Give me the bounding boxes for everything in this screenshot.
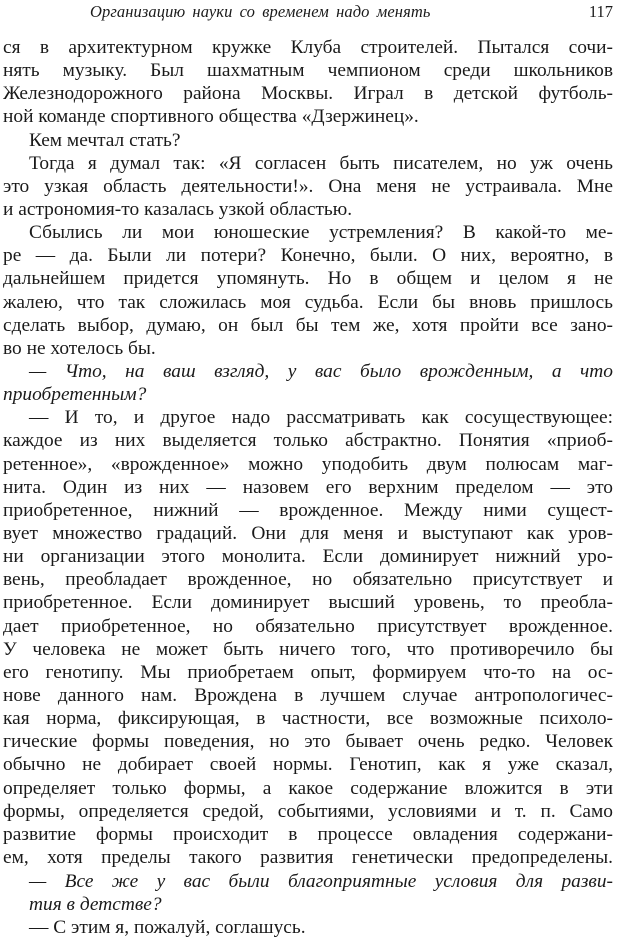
text-line: ретенное», «врожденное» можно уподобить двум полюсам маг- [3,453,613,475]
text-line: во не хотелось бы. [3,337,156,359]
text-line: ем, хотя пределы такого развития генетически предопределены. [3,846,613,868]
text-line: вень, преобладает врожденное, но обязательно присутствует и [3,569,613,591]
text-line: Железнодорожного района Москвы. Играл в детской футболь- [3,83,613,105]
text-line: ре — да. Были ли потери? Конечно, были. О них, вероятно, в [3,245,613,267]
text-line: вует множество градаций. Они для меня и выступают как уров- [3,522,613,544]
text-line: дальнейшем придется упомянуть. Но в общем и целом я не [3,268,613,290]
text-line: формы, определяется средой, событиями, условиями и т. п. Само [3,800,613,822]
question-line: приобретенным? [3,384,147,406]
text-line: Тогда я думал так: «Я согласен быть писателем, но уж очень [29,152,613,174]
question-line: Кем мечтал стать? [29,129,181,151]
question-line: тия в детстве? [29,894,162,916]
text-line: нять музыку. Был шахматным чемпионом среди школьников [3,60,613,82]
text-line: дает приобретенное, но обязательно присутствует врожденное. [3,615,613,637]
text-line: каждое из них выделяется только абстрактно. Понятия «приоб- [3,430,613,452]
question-line: — Что, на ваш взгляд, у вас было врожденным, а что [29,360,613,382]
text-line: развитие формы происходит в процессе овладения содержани- [3,823,613,845]
text-line: и астрономия-то казалась узкой областью. [3,198,353,220]
text-line: У человека не может быть ничего того, что противоречило бы [3,638,613,660]
text-line: — И то, и другое надо рассматривать как сосуществующее: [29,407,613,429]
question-line: — Все же у вас были благоприятные условия для разви- [29,871,613,893]
running-head [0,2,620,24]
text-line: определяет только формы, а какое содержание вложится в эти [3,777,613,799]
text-line: приобретенное, нижний — врожденное. Между ними сущест- [3,499,613,521]
text-line: сделать выбор, думаю, он был бы тем же, хотя пройти все зано- [3,314,613,336]
text-line: жалею, что так сложилась моя судьба. Если бы вновь пришлось [3,291,613,313]
text-line: приобретенное. Если доминирует высший уровень, то преобла- [3,592,613,614]
text-line: кая норма, фиксирующая, в частности, все возможные психоло- [3,708,613,730]
text-line: Сбылись ли мои юношеские устремления? В какой-то ме- [29,222,613,244]
running-title: Организацию науки со временем надо менять [90,2,431,21]
text-line: ни организации этого монолита. Если доминирует нижний уро- [3,546,613,568]
text-line: его генотипу. Мы приобретаем опыт, формируем что-то на ос- [3,661,613,683]
text-line: ся в архитектурном кружке Клуба строителей. Пытался сочи- [3,37,613,58]
text-line: нове данного нам. Врождена в лучшем случае антропологичес- [3,684,613,706]
text-line: обычно не добирает своей нормы. Генотип, как я уже сказал, [3,754,613,776]
text-line: ной команде спортивного общества «Дзержинец». [3,106,419,128]
page-number: 117 [588,2,613,21]
text-line: это узкая область деятельности!». Она меня не устраивала. Мне [3,175,613,197]
text-body [3,36,613,939]
text-line: нита. Один из них — назовем его верхним пределом — это [3,476,613,498]
text-line: — С этим я, пожалуй, соглашусь. [29,917,306,939]
text-line: гические формы поведения, но это бывает очень редко. Человек [3,731,613,753]
